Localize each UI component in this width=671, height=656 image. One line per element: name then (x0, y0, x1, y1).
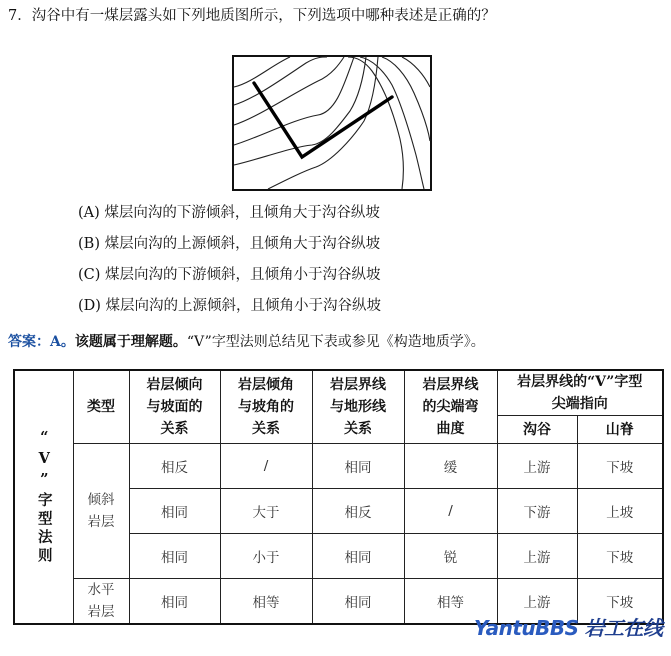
table-cell: 相同 (312, 444, 404, 489)
group-horizontal: 水平岩层 (73, 579, 129, 625)
table-cell: 相同 (129, 579, 220, 625)
group-inclined: 倾斜岩层 (73, 444, 129, 579)
table-cell: 下坡 (577, 444, 663, 489)
question-text: 7．沟谷中有一煤层露头如下列地质图所示，下列选项中哪种表述是正确的？ (8, 8, 496, 24)
watermark-cn-text: 岩工在线 (584, 616, 663, 640)
header-angle-vs-slope: 岩层倾角与坡角的关系 (220, 370, 312, 444)
table-cell: / (220, 444, 312, 489)
answer-line (8, 331, 485, 351)
table-cell: 小于 (220, 534, 312, 579)
header-line-vs-contour: 岩层界线与地形线关系 (312, 370, 404, 444)
table-cell: 上游 (497, 579, 577, 625)
option-b[interactable]: (B) 煤层向沟的上源倾斜，且倾角大于沟谷纵坡 (78, 236, 381, 252)
header-dip-vs-slope: 岩层倾向与坡面的关系 (129, 370, 220, 444)
table-cell: 下坡 (577, 579, 663, 625)
watermark-logo-text: YantuBBS (474, 616, 579, 640)
table-cell: 相等 (220, 579, 312, 625)
table-cell: 上游 (497, 534, 577, 579)
table-cell: 锐 (404, 534, 497, 579)
table-cell: 相反 (312, 489, 404, 534)
table-cell: 下坡 (577, 534, 663, 579)
site-watermark (474, 612, 663, 641)
table-cell: 大于 (220, 489, 312, 534)
table-cell: 相同 (312, 534, 404, 579)
table-cell: 上坡 (577, 489, 663, 534)
map-frame (233, 56, 431, 190)
answer-label: 答案：A。 (8, 334, 75, 350)
header-tip-direction: 岩层界线的“V”字型尖端指向 (497, 370, 663, 416)
option-c[interactable]: (C) 煤层向沟的下游倾斜，且倾角小于沟谷纵坡 (78, 267, 381, 283)
header-ridge: 山脊 (577, 416, 663, 444)
v-rule-table (13, 369, 664, 625)
geologic-map-figure (232, 55, 432, 191)
option-d[interactable]: (D) 煤层向沟的上源倾斜，且倾角小于沟谷纵坡 (78, 298, 382, 314)
table-cell: 相同 (312, 579, 404, 625)
answer-type: 该题属于理解题。 (74, 334, 187, 350)
v-rule-title: “V”字型法则 (35, 428, 53, 566)
table-cell: 缓 (404, 444, 497, 489)
table-cell: 下游 (497, 489, 577, 534)
answer-note: “V”字型法则总结见下表或参见《构造地质学》。 (186, 334, 485, 350)
header-type: 类型 (73, 370, 129, 444)
table-cell: / (404, 489, 497, 534)
table-cell: 相同 (129, 534, 220, 579)
options-list (78, 202, 381, 326)
table-cell: 上游 (497, 444, 577, 489)
table-cell: 相等 (404, 579, 497, 625)
header-valley: 沟谷 (497, 416, 577, 444)
table-cell: 相同 (129, 489, 220, 534)
option-a[interactable]: (A) 煤层向沟的下游倾斜，且倾角大于沟谷纵坡 (78, 205, 380, 221)
v-rule-title-cell (14, 370, 73, 624)
table-cell: 相反 (129, 444, 220, 489)
header-tip-curvature: 岩层界线的尖端弯曲度 (404, 370, 497, 444)
